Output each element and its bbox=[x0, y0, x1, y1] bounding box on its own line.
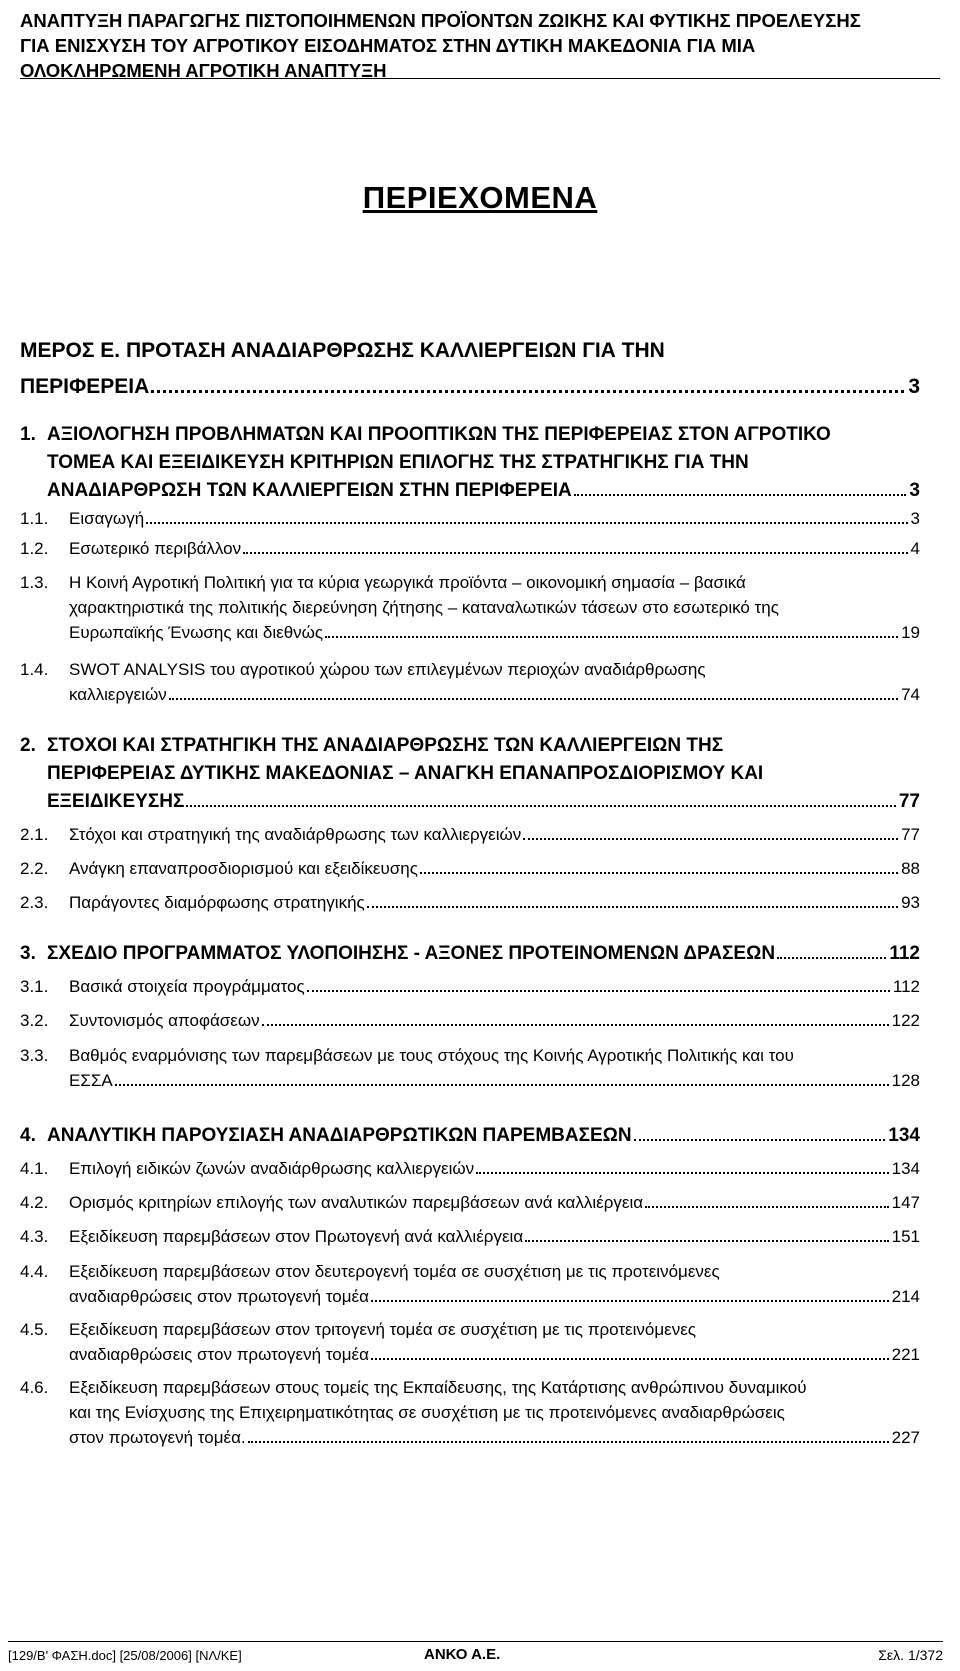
entry-title-line: Παράγοντες διαμόρφωσης στρατηγικής bbox=[69, 893, 365, 912]
header-line: ΟΛΟΚΛΗΡΩΜΕΝΗ ΑΓΡΟΤΙΚΗ ΑΝΑΠΤΥΞΗ bbox=[20, 60, 387, 81]
page-number: 134 bbox=[888, 1125, 920, 1146]
entry-number: 3.1. bbox=[20, 977, 49, 996]
footer-file-info: [129/Β' ΦΑΣΗ.doc] [25/08/2006] [ΝΛ/ΚΕ] bbox=[8, 1648, 242, 1663]
entry-title-line: Ανάγκη επαναπροσδιορισμού και εξειδίκευσης bbox=[69, 859, 418, 878]
entry-number: 1. bbox=[20, 424, 36, 445]
entry-number: 1.2. bbox=[20, 539, 49, 558]
toc-title: ΠΕΡΙΕΧΟΜΕΝΑ bbox=[362, 180, 598, 215]
page-number: 227 bbox=[891, 1428, 920, 1447]
dot-leader bbox=[307, 990, 890, 992]
dot-leader bbox=[645, 1206, 889, 1208]
entry-number: 2. bbox=[20, 735, 36, 756]
entry-title-line: ΤΟΜΕΑ ΚΑΙ ΕΞΕΙΔΙΚΕΥΣΗ ΚΡΙΤΗΡΙΩΝ ΕΠΙΛΟΓΗΣ ΤΗΣ ΣΤΡΑΤΗΓΙΚΗΣ ΓΙΑ ΤΗΝ bbox=[47, 452, 749, 473]
page-number: 74 bbox=[901, 685, 920, 704]
document-header bbox=[20, 8, 940, 83]
page-number: 122 bbox=[891, 1011, 920, 1030]
toc-chapter-entry[interactable] bbox=[20, 940, 920, 968]
entry-number: 1.1. bbox=[20, 509, 49, 528]
toc-section-entry[interactable] bbox=[20, 856, 920, 881]
entry-title-line: Ευρωπαϊκής Ένωσης και διεθνώς bbox=[69, 623, 324, 642]
entry-title-line: στον πρωτογενή τομέα. bbox=[69, 1428, 246, 1447]
toc-section-entry[interactable] bbox=[20, 1043, 920, 1093]
entry-title-line: καλλιεργειών bbox=[69, 685, 167, 704]
dot-leader bbox=[186, 805, 895, 807]
toc-section-entry[interactable] bbox=[20, 974, 920, 999]
header-line: ΓΙΑ ΕΝΙΣΧΥΣΗ ΤΟΥ ΑΓΡΟΤΙΚΟΥ ΕΙΣΟΔΗΜΑΤΟΣ ΣΤΗΝ ΔΥΤΙΚΗ ΜΑΚΕΔΟΝΙΑ ΓΙΑ ΜΙΑ bbox=[20, 35, 756, 56]
entry-title-line: Στόχοι και στρατηγική της αναδιάρθρωσης των καλλιεργειών bbox=[69, 825, 522, 844]
dot-leader bbox=[248, 1441, 889, 1443]
dot-leader bbox=[367, 906, 898, 908]
entry-title-line: ΕΞΕΙΔΙΚΕΥΣΗΣ bbox=[47, 791, 185, 812]
entry-title-line: ΣΤΟΧΟΙ ΚΑΙ ΣΤΡΑΤΗΓΙΚΗ ΤΗΣ ΑΝΑΔΙΑΡΘΡΩΣΗΣ ΤΩΝ ΚΑΛΛΙΕΡΓΕΙΩΝ ΤΗΣ bbox=[47, 735, 724, 756]
dot-leader bbox=[243, 552, 907, 554]
page-number: 112 bbox=[889, 943, 920, 964]
toc-section-entry[interactable] bbox=[20, 570, 920, 645]
page-number: 147 bbox=[891, 1193, 920, 1212]
page-number: 3 bbox=[910, 509, 920, 528]
entry-title-line: ΠΕΡΙΦΕΡΕΙΑΣ ΔΥΤΙΚΗΣ ΜΑΚΕΔΟΝΙΑΣ – ΑΝΑΓΚΗ ΕΠΑΝΑΠΡΟΣΔΙΟΡΙΣΜΟΥ ΚΑΙ bbox=[47, 763, 764, 784]
entry-title-line: SWOT ANALYSIS του αγροτικού χώρου των επιλεγμένων περιοχών αναδιάρθρωσης bbox=[69, 660, 706, 679]
entry-title-line: Βαθμός εναρμόνισης των παρεμβάσεων με τους στόχους της Κοινής Αγροτικής Πολιτικής και του bbox=[69, 1046, 794, 1065]
page-number: 151 bbox=[891, 1227, 920, 1246]
dot-leader bbox=[574, 494, 907, 496]
entry-title-line: αναδιαρθρώσεις στον πρωτογενή τομέα bbox=[69, 1287, 369, 1306]
dot-leader bbox=[146, 522, 907, 524]
entry-title-line: και της Ενίσχυσης της Επιχειρηματικότητας σε συσχέτιση με τις προτεινόμενες αναδιαρθρώσεις bbox=[69, 1403, 785, 1422]
toc-chapter-entry[interactable] bbox=[20, 732, 920, 816]
dot-leader bbox=[420, 872, 898, 874]
page-number: 77 bbox=[898, 791, 920, 812]
page-number: 93 bbox=[901, 893, 920, 912]
entry-number: 4.2. bbox=[20, 1193, 49, 1212]
entry-number: 4.5. bbox=[20, 1320, 49, 1339]
entry-number: 3.3. bbox=[20, 1046, 49, 1065]
entry-number: 2.3. bbox=[20, 893, 49, 912]
entry-title-line: Εξειδίκευση παρεμβάσεων στους τομείς της Εκπαίδευσης, της Κατάρτισης ανθρώπινου δυναμικού bbox=[69, 1378, 807, 1397]
toc-chapter-entry[interactable] bbox=[20, 421, 920, 505]
dot-leader bbox=[371, 1358, 889, 1360]
footer-company: ΑΝΚΟ Α.Ε. bbox=[424, 1646, 501, 1663]
dot-leader bbox=[523, 838, 898, 840]
toc-chapter-entry[interactable] bbox=[20, 1122, 920, 1150]
entry-title-line: χαρακτηριστικά της πολιτικής διερεύνηση ζήτησης – καταναλωτικών τάσεων στο εσωτερικό της bbox=[69, 598, 779, 617]
toc-section-entry[interactable] bbox=[20, 1317, 920, 1367]
toc-section-entry[interactable] bbox=[20, 1156, 920, 1181]
footer-divider bbox=[8, 1641, 943, 1642]
entry-title-line: ΣΧΕΔΙΟ ΠΡΟΓΡΑΜΜΑΤΟΣ ΥΛΟΠΟΙΗΣΗΣ - ΑΞΟΝΕΣ ΠΡΟΤΕΙΝΟΜΕΝΩΝ ΔΡΑΣΕΩΝ bbox=[47, 943, 776, 964]
entry-number: 4.3. bbox=[20, 1227, 49, 1246]
entry-title-line: Εισαγωγή bbox=[69, 509, 145, 528]
dot-leader bbox=[151, 390, 904, 393]
toc-section-entry[interactable] bbox=[20, 1008, 920, 1033]
entry-title-line: Συντονισμός αποφάσεων bbox=[69, 1011, 260, 1030]
entry-title-line: Εξειδίκευση παρεμβάσεων στον τριτογενή τομέα σε συσχέτιση με τις προτεινόμενες bbox=[69, 1320, 696, 1339]
entry-title-line: Βασικά στοιχεία προγράμματος bbox=[69, 977, 305, 996]
toc-section-entry[interactable] bbox=[20, 1259, 920, 1309]
entry-number: 3.2. bbox=[20, 1011, 49, 1030]
entry-title-line: Εσωτερικό περιβάλλον bbox=[69, 539, 242, 558]
dot-leader bbox=[634, 1139, 886, 1141]
page-number: 3 bbox=[908, 375, 920, 398]
footer-page-counter: Σελ. 1/372 bbox=[878, 1647, 943, 1663]
header-line: ΑΝΑΠΤΥΞΗ ΠΑΡΑΓΩΓΗΣ ΠΙΣΤΟΠΟΙΗΜΕΝΩΝ ΠΡΟΪΟΝΤΩΝ ΖΩΙΚΗΣ ΚΑΙ ΦΥΤΙΚΗΣ ΠΡΟΕΛΕΥΣΗΣ bbox=[20, 10, 861, 31]
entry-title-line: ΑΝΑΔΙΑΡΘΡΩΣΗ ΤΩΝ ΚΑΛΛΙΕΡΓΕΙΩΝ ΣΤΗΝ ΠΕΡΙΦΕΡΕΙΑ bbox=[47, 480, 572, 501]
page-footer bbox=[8, 1646, 943, 1666]
entry-number: 4.4. bbox=[20, 1262, 49, 1281]
page-number: 128 bbox=[891, 1071, 920, 1090]
toc-section-entry[interactable] bbox=[20, 657, 920, 707]
toc-section-entry[interactable] bbox=[20, 822, 920, 847]
dot-leader bbox=[525, 1240, 888, 1242]
page-number: 77 bbox=[901, 825, 920, 844]
entry-number: 4. bbox=[20, 1125, 36, 1146]
dot-leader bbox=[777, 957, 886, 959]
entry-title-line: αναδιαρθρώσεις στον πρωτογενή τομέα bbox=[69, 1345, 369, 1364]
page-number: 19 bbox=[901, 623, 920, 642]
toc-section-entry[interactable] bbox=[20, 506, 920, 531]
toc-part-entry[interactable] bbox=[20, 333, 920, 405]
entry-title-line: Ορισμός κριτηρίων επιλογής των αναλυτικών παρεμβάσεων ανά καλλιέργεια bbox=[69, 1193, 644, 1212]
part-title-line: ΠΕΡΙΦΕΡΕΙΑ bbox=[20, 375, 150, 398]
dot-leader bbox=[115, 1084, 889, 1086]
entry-title-line: Επιλογή ειδικών ζωνών αναδιάρθρωσης καλλιεργειών bbox=[69, 1159, 475, 1178]
dot-leader bbox=[476, 1172, 888, 1174]
toc-section-entry[interactable] bbox=[20, 1224, 920, 1249]
page-number: 134 bbox=[891, 1159, 920, 1178]
entry-number: 4.1. bbox=[20, 1159, 49, 1178]
page-number: 214 bbox=[891, 1287, 920, 1306]
entry-title-line: Εξειδίκευση παρεμβάσεων στον Πρωτογενή ανά καλλιέργεια bbox=[69, 1227, 524, 1246]
entry-title-line: ΑΞΙΟΛΟΓΗΣΗ ΠΡΟΒΛΗΜΑΤΩΝ ΚΑΙ ΠΡΟΟΠΤΙΚΩΝ ΤΗΣ ΠΕΡΙΦΕΡΕΙΑΣ ΣΤΟΝ ΑΓΡΟΤΙΚΟ bbox=[47, 424, 831, 445]
entry-title-line: Η Κοινή Αγροτική Πολιτική για τα κύρια γεωργικά προϊόντα – οικονομική σημασία – βασικά bbox=[69, 573, 746, 592]
entry-number: 2.2. bbox=[20, 859, 49, 878]
header-divider bbox=[20, 78, 940, 79]
part-title-line: ΜΕΡΟΣ Ε. ΠΡΟΤΑΣΗ ΑΝΑΔΙΑΡΘΡΩΣΗΣ ΚΑΛΛΙΕΡΓΕΙΩΝ ΓΙΑ ΤΗΝ bbox=[20, 339, 665, 362]
page-number: 221 bbox=[891, 1345, 920, 1364]
entry-title-line: ΑΝΑΛΥΤΙΚΗ ΠΑΡΟΥΣΙΑΣΗ ΑΝΑΔΙΑΡΘΡΩΤΙΚΩΝ ΠΑΡΕΜΒΑΣΕΩΝ bbox=[47, 1125, 632, 1146]
entry-number: 1.4. bbox=[20, 660, 49, 679]
page-number: 88 bbox=[901, 859, 920, 878]
dot-leader bbox=[325, 636, 898, 638]
page-number: 4 bbox=[910, 539, 920, 558]
entry-title-line: Εξειδίκευση παρεμβάσεων στον δευτερογενή τομέα σε συσχέτιση με τις προτεινόμενες bbox=[69, 1262, 720, 1281]
dot-leader bbox=[169, 698, 898, 700]
dot-leader bbox=[371, 1300, 889, 1302]
entry-number: 1.3. bbox=[20, 573, 49, 592]
entry-number: 3. bbox=[20, 943, 36, 964]
entry-number: 2.1. bbox=[20, 825, 49, 844]
entry-number: 4.6. bbox=[20, 1378, 49, 1397]
toc-section-entry[interactable] bbox=[20, 536, 920, 561]
entry-title-line: ΕΣΣΑ bbox=[69, 1071, 113, 1090]
page-number: 112 bbox=[892, 977, 920, 996]
page-number: 3 bbox=[909, 480, 920, 501]
toc-section-entry[interactable] bbox=[20, 1375, 920, 1450]
toc-section-entry[interactable] bbox=[20, 1190, 920, 1215]
dot-leader bbox=[262, 1024, 889, 1026]
toc-section-entry[interactable] bbox=[20, 890, 920, 915]
